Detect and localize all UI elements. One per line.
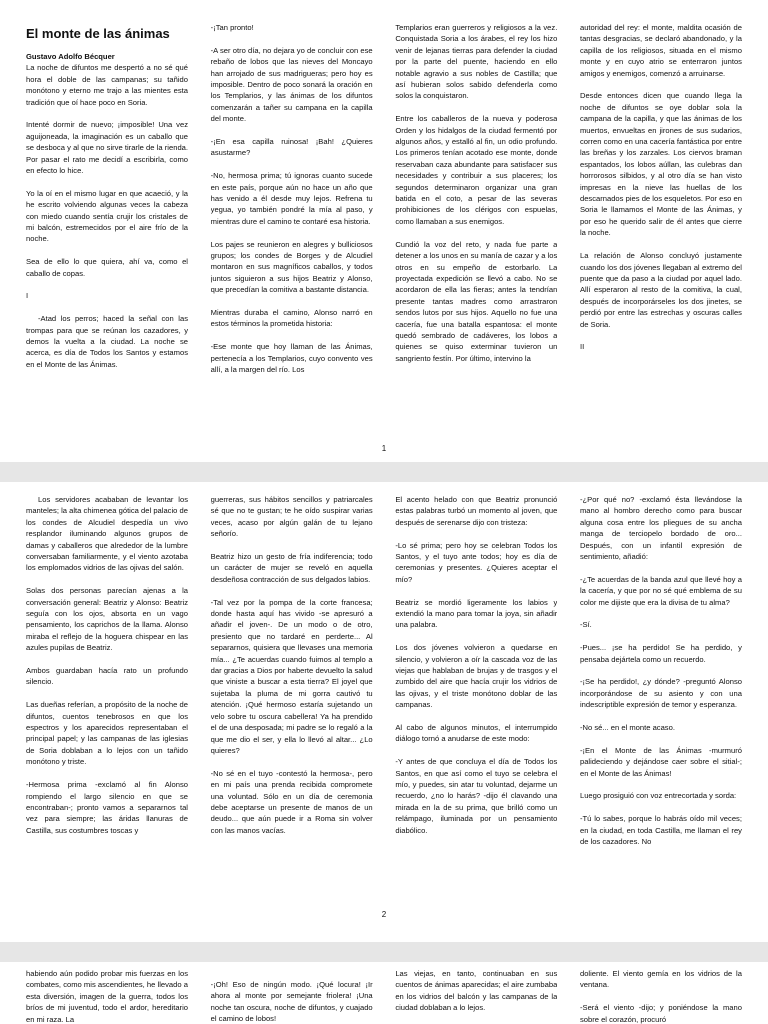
- paragraph: -¡En el Monte de las Ánimas -murmuró palideciendo y dejándose caer sobre el sitial-; en el Monte de las Ánimas!: [579, 745, 742, 778]
- paragraph: -¿Por qué no? -exclamó ésta llevándose la mano al hombro derecho como para buscar alguna cosa entre los pliegues de su ancha manga de terciopelo bordado de oro... Después, con un infantil expresión de sentimiento, añadió:: [579, 495, 742, 562]
- column-2: [211, 968, 373, 1024]
- paragraph: Los dos jóvenes volvieron a quedarse en silencio, y volvieron a oír la cascada voz de las viejas que hablaban de brujas y de trasgos y el zumbido del aire que hacía crujir los vidrios de las ojivas, y el triste monótono doblar de las campanas.: [395, 643, 558, 710]
- page-separator: [0, 462, 768, 482]
- paragraph: Intenté dormir de nuevo; ¡imposible! Una vez aguijoneada, la imaginación es un caballo que se desboca y al que no sirve tirarle de la rienda. Por pasar el rato me decidí a escribirla, como en efecto lo hice.: [26, 120, 188, 176]
- document-page-2: [0, 482, 768, 942]
- paragraph: Yo la oí en el mismo lugar en que acaeció, y la he escrito volviendo algunas veces la cabeza con miedo cuando sentía crujir los cristales de mi balcón, estremecidos por el aire frío de la noche.: [26, 188, 188, 244]
- paragraph: La noche de difuntos me despertó a no sé qué hora el doble de las campanas; su tañido monótono y eterno me trajo a las mientes esta tradición que oí hace poco en Soria.: [26, 63, 188, 107]
- column-4: [580, 22, 742, 434]
- paragraph: -¡En esa capilla ruinosa! ¡Bah! ¿Quieres asustarme?: [210, 137, 373, 158]
- paragraph: -Pues... ¡se ha perdido! Se ha perdido, y pensaba dejártela como un recuerdo.: [579, 643, 742, 664]
- paragraph: -¡Se ha perdido!, ¿y dónde? -preguntó Alonso incorporándose de su asiento y con una indescriptible expresión de temor y esperanza.: [579, 677, 742, 710]
- paragraph: Desde entonces dicen que cuando llega la noche de difuntos se oye doblar sola la campana de la capilla, y que las ánimas de los muertos, envueltas en jirones de sus sudarios, corren como en una cacería fantástica por entre las breñas y los zarzales. Los ciervos braman espantados, los lobos aúllan, las culebras dan horrorosos silbidos, y al otro día se han visto impresas en la nieve las huellas de los descarnados pies de los esqueletos. Por eso en Soria le llamamos el Monte de las Ánimas, y por eso he querido salir de él antes que cierre la noche.: [579, 91, 742, 238]
- page-number: 2: [381, 910, 387, 919]
- paragraph: guerreras, sus hábitos sencillos y patriarcales sé que no te gustan; te he oído suspirar varias veces, acaso por algún galán de tu lejano señorío.: [210, 495, 373, 539]
- column-2: [211, 22, 373, 434]
- document-title: El monte de las ánimas: [26, 26, 170, 41]
- paragraph: Beatriz hizo un gesto de fría indiferencia; todo un carácter de mujer se reveló en aquella desdeñosa contracción de sus delgados labios.: [210, 552, 373, 584]
- paragraph: La relación de Alonso concluyó justamente cuando los dos jóvenes llegaban al extremo del puente que da paso a la ciudad por aquel lado. Allí esperaron al resto de la comitiva, la cual, después de incorporárseles los dos jinetes, se perdió por entre las estrechas y oscuras calles de Soria.: [579, 251, 742, 329]
- paragraph: doliente. El viento gemía en los vidrios de la ventana.: [579, 969, 742, 990]
- paragraph: -No, hermosa prima; tú ignoras cuanto sucede en este país, porque aún no hace un año que has venido a él desde muy lejos. Refrena tu yegua, yo también pondré la mía al paso, y mientras dure el camino te contaré esa historia.: [210, 171, 373, 226]
- paragraph: -Atad los perros; haced la señal con las trompas para que se reúnan los cazadores, y demos la vuelta a la ciudad. La noche se acerca, es día de Todos los Santos y estamos en el Monte de las Ánimas.: [26, 314, 188, 369]
- page-separator: [0, 942, 768, 962]
- page-columns: [26, 22, 742, 434]
- column-3: [395, 22, 557, 434]
- column-2: [211, 494, 373, 918]
- paragraph: Al cabo de algunos minutos, el interrumpido diálogo tornó a anudarse de este modo:: [395, 723, 558, 744]
- paragraph: -Tal vez por la pompa de la corte francesa; donde hasta aquí has vivido -se apresuró a añadir el joven-. De un modo o de otro, presiento que no tardaré en perderte... Al separarnos, quisiera que llevases una memoria mía... ¿Te acuerdas cuando fuimos al templo a dar gracias a Dios por haberte devuelto la salud que viniste a buscar a esta tierra? El joyel que sujetaba la pluma de mi gorra cautivó tu atención. ¡Qué hermoso estaría sujetando un velo sobre tu oscura cabellera! Ya ha prendido el de una desposada; mi padre se lo regaló a la que me dio el ser, y ella lo llevó al altar... ¿Lo quieres?: [210, 597, 373, 755]
- paragraph: Los pajes se reunieron en alegres y bulliciosos grupos; los condes de Borges y de Alcudiel montaron en sus magníficos caballos, y todos juntos siguieron a sus hijos Beatriz y Alonso, que precedían la comitiva a bastante distancia.: [210, 239, 373, 295]
- paragraph: Entre los caballeros de la nueva y poderosa Orden y los hidalgos de la ciudad fermentó por algunos años, y estalló al fin, un odio profundo. Los primeros tenían acotado ese monte, donde reservaban caza abundante para satisfacer sus necesidades y contribuir a sus placeres; los segundos determinaron organizar una gran batida en el coto, a pesar de las severas prohibiciones de los clérigos con espuelas, como llamaban a sus enemigos.: [395, 114, 558, 226]
- page-columns: [26, 968, 742, 1024]
- paragraph: Beatriz se mordió ligeramente los labios y extendió la mano para tomar la joya, sin añadir una palabra.: [395, 597, 558, 630]
- paragraph: -Hermosa prima -exclamó al fin Alonso rompiendo el largo silencio en que se encontraban-; pronto vamos a separarnos tal vez para siempre; las áridas llanuras de Castilla, sus costumbres toscas y: [26, 780, 188, 835]
- column-4: [580, 968, 742, 1024]
- author-name: Gustavo Adolfo Bécquer: [26, 52, 115, 61]
- paragraph: -¡Tan pronto!: [210, 23, 254, 32]
- paragraph: Sea de ello lo que quiera, ahí va, como el caballo de copas.: [26, 257, 188, 278]
- paragraph: Templarios eran guerreros y religiosos a la vez. Conquistada Soria a los árabes, el rey los hizo venir de lejanas tierras para defender la ciudad por la parte del puente, haciendo en ello notable agravio a sus nobles de Castilla; que así hubieran solos sabido defenderla como solos la conquistaron.: [395, 23, 558, 101]
- paragraph: -¡Oh! Eso de ningún modo. ¡Qué locura! ¡Ir ahora al monte por semejante friolera! ¡Una noche tan oscura, noche de difuntos, y cuajado el camino de lobos!: [210, 980, 373, 1024]
- paragraph: autoridad del rey: el monte, maldita ocasión de tantas desgracias, se declaró abandonado, y la capilla de los religiosos, situada en el mismo monte y en cuyo atrio se enterraron juntos amigos y enemigos, comenzó a arruinarse.: [579, 23, 742, 78]
- paragraph: Luego prosiguió con voz entrecortada y sorda:: [579, 791, 737, 801]
- paragraph: Los servidores acababan de levantar los manteles; la alta chimenea gótica del palacio de los condes de Alcudiel despedía un vivo resplandor iluminando algunos grupos de damas y caballeros que alrededor de la lumbre conversaban familiarmente, y el viento azotaba los emplomados vidrios de las ojivas del salón.: [26, 495, 188, 573]
- column-1: [26, 22, 188, 434]
- paragraph: habiendo aún podido probar mis fuerzas en los combates, como mis ascendientes, he llevado a esta diversión, imagen de la guerra, todos los bríos de mi juventud, todo el ardor, hereditario en mi raza. La: [26, 969, 188, 1024]
- paragraph: -A ser otro día, no dejara yo de concluir con ese rebaño de lobos que las nieves del Moncayo han arrojado de sus madrigueras; pero hoy es imposible. Dentro de poco sonará la oración en los Templarios, y las ánimas de los difuntos comenzarán a tañer su campana en la capilla del monte.: [210, 45, 373, 124]
- document-page-1: [0, 0, 768, 462]
- paragraph: -No sé... en el monte acaso.: [579, 723, 675, 733]
- paragraph: -Y antes de que concluya el día de Todos los Santos, en que así como el tuyo se celebra el mío, y puedes, sin atar tu voluntad, dejarme un recuerdo, ¿no lo harás? -dijo él clavando una mirada en la de su prima, que brilló como un relámpago, iluminada por un pensamiento diabólico.: [395, 757, 558, 835]
- column-3: [395, 494, 557, 918]
- paragraph: Ambos guardaban hacía rato un profundo silencio.: [26, 666, 188, 687]
- paragraph: -Tú lo sabes, porque lo habrás oído mil veces; en la ciudad, en toda Castilla, me llaman el rey de los cazadores. No: [579, 814, 742, 847]
- column-3: [395, 968, 557, 1024]
- paragraph: Las dueñas referían, a propósito de la noche de difuntos, cuentos tenebrosos en que los espectros y los aparecidos representaban el principal papel; y las campanas de las iglesias de Soria doblaban a lo lejos con un tañido monótono y triste.: [26, 700, 188, 767]
- paragraph: Solas dos personas parecían ajenas a la conversación general: Beatriz y Alonso: Beatriz seguía con los ojos, absorta en un vago pensamiento, los caprichos de la llama. Alonso miraba el reflejo de la hoguera chispear en las azules pupilas de Beatriz.: [26, 586, 188, 653]
- page-number: 1: [381, 444, 387, 453]
- page-columns: [26, 494, 742, 918]
- column-1: [26, 968, 188, 1024]
- chapter-heading: I: [26, 291, 29, 301]
- chapter-heading: II: [579, 342, 585, 352]
- paragraph: Cundió la voz del reto, y nada fue parte a detener a los unos en su manía de cazar y a los otros en su empeño de estorbarlo. La proyectada expedición se llevó a cabo. No se acordaron de ella las fieras; antes la tendrían presente tantas madres como arrastraron sendos lutos por sus hijos. Aquello no fue una cacería, fue una batalla espantosa: el monte quedó sembrado de cadáveres, los lobos a quienes se quiso exterminar tuvieron un sangriento festín. Por último, intervino la: [395, 239, 558, 363]
- paragraph: El acento helado con que Beatriz pronunció estas palabras turbó un momento al joven, que después de serenarse dijo con tristeza:: [395, 495, 558, 527]
- document-page-3: [0, 962, 768, 1024]
- paragraph: -Ese monte que hoy llaman de las Ánimas, pertenecía a los Templarios, cuyo convento ves allí, a la margen del río. Los: [210, 342, 373, 375]
- paragraph: Mientras duraba el camino, Alonso narró en estos términos la prometida historia:: [210, 308, 373, 329]
- paragraph: -Será el viento -dijo; y poniéndose la mano sobre el corazón, procuró: [579, 1003, 742, 1024]
- paragraph: -No sé en el tuyo -contestó la hermosa-, pero en mi país una prenda recibida compromete una voluntad. Sólo en un día de ceremonia debe aceptarse un presente de manos de un deudo... que aún puede ir a Roma sin volver con las manos vacías.: [210, 768, 373, 835]
- paragraph: -Sí.: [579, 620, 592, 630]
- column-1: [26, 494, 188, 918]
- paragraph: -Lo sé prima; pero hoy se celebran Todos los Santos, y el tuyo ante todos; hoy es día de ceremonias y presentes. ¿Quieres aceptar el mío?: [395, 540, 558, 584]
- column-4: [580, 494, 742, 918]
- paragraph: -¿Te acuerdas de la banda azul que llevé hoy a la cacería, y que por no sé qué emblema de su color me dijiste que era la divisa de tu alma?: [579, 574, 742, 607]
- paragraph: Las viejas, en tanto, continuaban en sus cuentos de ánimas aparecidas; el aire zumbaba en los vidrios del balcón y las campanas de la ciudad doblaban a lo lejos.: [395, 969, 558, 1013]
